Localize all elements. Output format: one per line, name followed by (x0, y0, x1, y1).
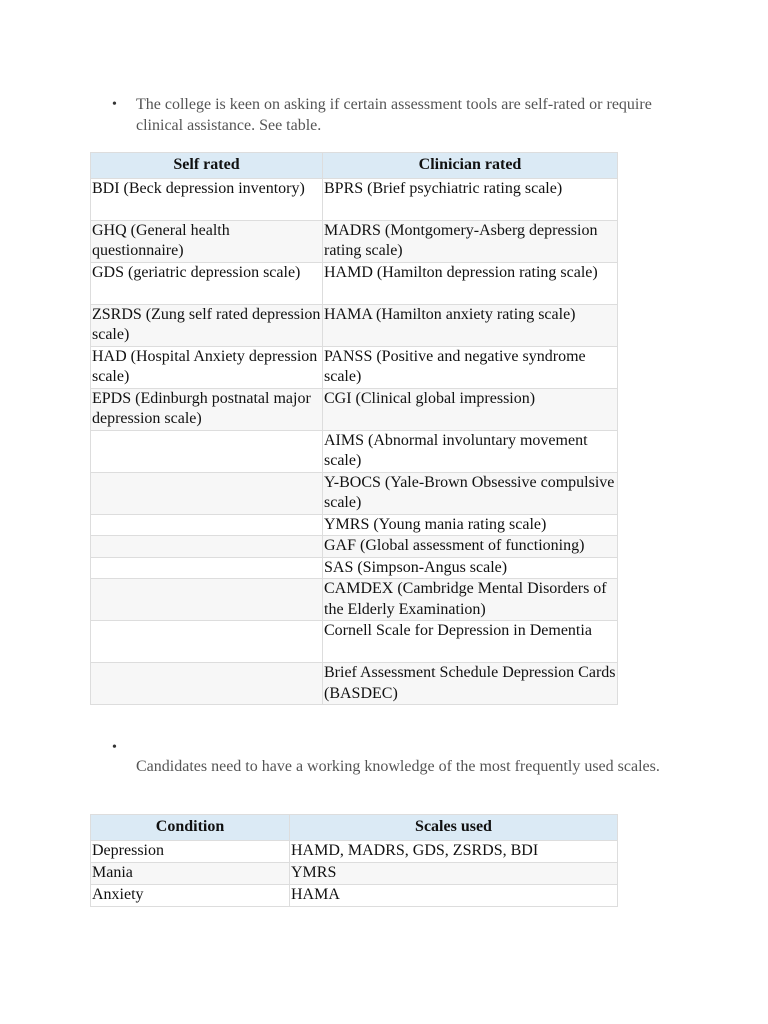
table-row (91, 536, 618, 558)
table-row (91, 178, 618, 220)
table-row (91, 579, 618, 621)
clinician-rated-cell: HAMD (Hamilton depression rating scale) (323, 262, 618, 304)
header-self-rated: Self rated (91, 153, 323, 179)
condition-cell: Mania (91, 862, 290, 884)
table-row (91, 346, 618, 388)
header-scales-used: Scales used (290, 815, 618, 841)
table-row (91, 514, 618, 536)
self-rated-cell (91, 663, 323, 705)
table-row (91, 388, 618, 430)
table-row (91, 557, 618, 579)
scales-used-table (90, 814, 618, 907)
scales-cell: HAMA (290, 884, 618, 906)
self-rated-cell (91, 536, 323, 558)
clinician-rated-cell: BPRS (Brief psychiatric rating scale) (323, 178, 618, 220)
table-row (91, 220, 618, 262)
second-bullet-text: Candidates need to have a working knowledge of the most frequently used scales. (136, 758, 660, 775)
self-rated-cell (91, 514, 323, 536)
clinician-rated-cell: AIMS (Abnormal involuntary movement scale) (323, 430, 618, 472)
self-rated-cell: ZSRDS (Zung self rated depression scale) (91, 304, 323, 346)
self-rated-cell: GDS (geriatric depression scale) (91, 262, 323, 304)
table-header-row (91, 153, 618, 179)
self-rated-cell: HAD (Hospital Anxiety depression scale) (91, 346, 323, 388)
clinician-rated-cell: CGI (Clinical global impression) (323, 388, 618, 430)
self-rated-cell (91, 579, 323, 621)
bullet-dot-icon: • (112, 97, 117, 112)
table-row (91, 262, 618, 304)
table-row (91, 862, 618, 884)
table-row (91, 840, 618, 862)
clinician-rated-cell: Brief Assessment Schedule Depression Cards (BASDEC) (323, 663, 618, 705)
clinician-rated-cell: SAS (Simpson-Angus scale) (323, 557, 618, 579)
bullet-dot-icon: • (112, 740, 117, 755)
table-row (91, 304, 618, 346)
clinician-rated-cell: MADRS (Montgomery-Asberg depression rating scale) (323, 220, 618, 262)
scales-cell: HAMD, MADRS, GDS, ZSRDS, BDI (290, 840, 618, 862)
clinician-rated-cell: Y-BOCS (Yale-Brown Obsessive compulsive scale) (323, 472, 618, 514)
table-row (91, 472, 618, 514)
scales-cell: YMRS (290, 862, 618, 884)
header-condition: Condition (91, 815, 290, 841)
self-rated-cell: BDI (Beck depression inventory) (91, 178, 323, 220)
clinician-rated-cell: Cornell Scale for Depression in Dementia (323, 621, 618, 663)
table-row (91, 884, 618, 906)
assessment-tools-table (90, 152, 618, 705)
clinician-rated-cell: YMRS (Young mania rating scale) (323, 514, 618, 536)
table-row (91, 430, 618, 472)
clinician-rated-cell: CAMDEX (Cambridge Mental Disorders of the Elderly Examination) (323, 579, 618, 621)
self-rated-cell (91, 430, 323, 472)
clinician-rated-cell: PANSS (Positive and negative syndrome scale) (323, 346, 618, 388)
self-rated-cell: GHQ (General health questionnaire) (91, 220, 323, 262)
condition-cell: Depression (91, 840, 290, 862)
self-rated-cell (91, 557, 323, 579)
table-header-row (91, 815, 618, 841)
self-rated-cell: EPDS (Edinburgh postnatal major depression scale) (91, 388, 323, 430)
clinician-rated-cell: HAMA (Hamilton anxiety rating scale) (323, 304, 618, 346)
intro-bullet-text: The college is keen on asking if certain assessment tools are self-rated or require clinical assistance. See table. (136, 96, 652, 134)
table-row (91, 621, 618, 663)
header-clinician-rated: Clinician rated (323, 153, 618, 179)
table-row (91, 663, 618, 705)
self-rated-cell (91, 621, 323, 663)
clinician-rated-cell: GAF (Global assessment of functioning) (323, 536, 618, 558)
self-rated-cell (91, 472, 323, 514)
condition-cell: Anxiety (91, 884, 290, 906)
